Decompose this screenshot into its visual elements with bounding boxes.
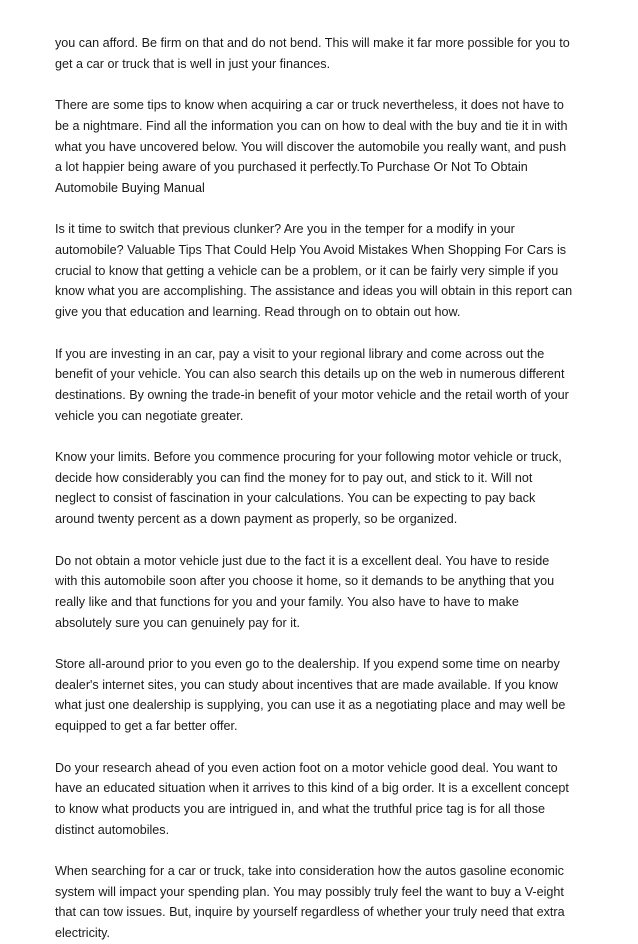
text-line: Is it time to switch that previous clunker? Are you in the temper for a modify in your: [55, 222, 515, 237]
text-line: around twenty percent as a down payment as properly, so be organized.: [55, 512, 458, 527]
text-line: destinations. By owning the trade-in benefit of your motor vehicle and the retail worth of your: [55, 387, 569, 402]
document-page: [55, 33, 587, 944]
text-line: There are some tips to know when acquiring a car or truck nevertheless, it does not have to: [55, 98, 564, 113]
text-line: a lot happier being aware of you purchased it perfectly.To Purchase Or Not To Obtain: [55, 160, 528, 175]
text-line: what just one dealership is supplying, you can use it as a negotiating place and may well be: [55, 698, 566, 713]
text-line: that can tow issues. But, inquire by yourself regardless of whether your truly need that extra: [55, 905, 565, 920]
text-line: equipped to get a far better offer.: [55, 719, 238, 734]
paragraph: [55, 219, 587, 323]
text-line: really like and that functions for you and your family. You also have to have to make: [55, 594, 519, 609]
paragraph: [55, 447, 587, 530]
text-line: neglect to consist of fascination in your calculations. You can be expecting to pay back: [55, 491, 536, 506]
text-line: dealer's internet sites, you can study about incentives that are made available. If you know: [55, 677, 558, 692]
text-line: automobile? Valuable Tips That Could Help You Avoid Mistakes When Shopping For Cars is: [55, 243, 567, 257]
paragraph: [55, 95, 587, 199]
text-line: get a car or truck that is well in just your finances.: [55, 56, 331, 71]
paragraph: [55, 654, 587, 737]
text-line: When searching for a car or truck, take into consideration how the autos gasoline economic: [55, 864, 564, 878]
paragraph: [55, 344, 587, 427]
paragraph: [55, 861, 587, 944]
text-line: Automobile Buying Manual: [55, 180, 205, 195]
text-line: electricity.: [55, 926, 111, 941]
text-line: vehicle you can negotiate greater.: [55, 408, 244, 423]
text-line: distinct automobiles.: [55, 822, 170, 837]
text-line: you can afford. Be firm on that and do not bend. This will make it far more possible for you to: [55, 36, 570, 50]
text-line: what you have uncovered below. You will discover the automobile you really want, and push: [55, 139, 567, 154]
text-line: give you that education and learning. Read through on to obtain out how.: [55, 305, 461, 320]
text-line: decide how considerably you can find the money for to pay out, and stick to it. Will not: [55, 470, 533, 485]
text-line: crucial to know that getting a vehicle can be a problem, or it can be fairly very simple if you: [55, 263, 559, 278]
text-line: system will impact your spending plan. You may possibly truly feel the want to buy a V-eight: [55, 884, 564, 899]
text-line: Know your limits. Before you commence procuring for your following motor vehicle or truck,: [55, 450, 562, 464]
text-line: Do not obtain a motor vehicle just due to the fact it is a excellent deal. You have to reside: [55, 553, 550, 568]
paragraph: [55, 33, 587, 74]
text-line: with this automobile soon after you choose it home, so it demands to be anything that you: [55, 574, 555, 589]
paragraph: [55, 758, 587, 841]
text-line: be a nightmare. Find all the information you can on how to deal with the buy and tie it in with: [55, 118, 568, 133]
text-line: have an educated situation when it arrives to this kind of a big order. It is a excellent concept: [55, 781, 569, 796]
text-line: to know what products you are intrigued in, and what the truthful price tag is for all those: [55, 801, 546, 816]
text-line: absolutely sure you can genuinely pay for it.: [55, 615, 301, 630]
text-line: Do your research ahead of you even action foot on a motor vehicle good deal. You want to: [55, 760, 558, 775]
paragraph: [55, 551, 587, 634]
text-line: benefit of your vehicle. You can also search this details up on the web in numerous different: [55, 367, 565, 382]
text-line: Store all-around prior to you even go to the dealership. If you expend some time on nearby: [55, 657, 560, 671]
text-line: know what you are accomplishing. The assistance and ideas you will obtain in this report can: [55, 284, 573, 299]
text-line: If you are investing in an car, pay a visit to your regional library and come across out the: [55, 346, 545, 361]
